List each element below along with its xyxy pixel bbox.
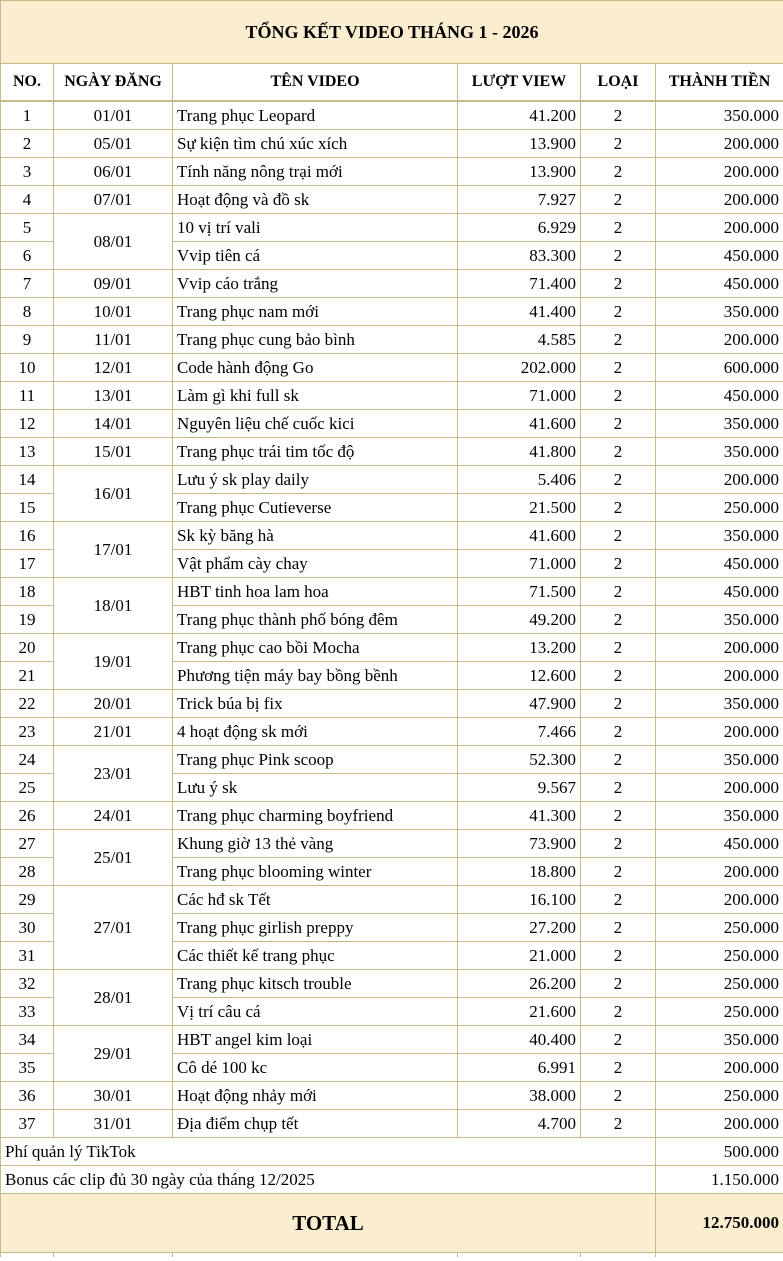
video-name: Vị trí câu cá [173, 998, 458, 1026]
video-name: Code hành động Go [173, 354, 458, 382]
amount: 200.000 [656, 326, 783, 354]
amount: 200.000 [656, 1054, 783, 1082]
video-name: 10 vị trí vali [173, 214, 458, 242]
video-type: 2 [581, 578, 656, 606]
post-date: 14/01 [54, 410, 173, 438]
view-count: 41.800 [458, 438, 581, 466]
video-type: 2 [581, 130, 656, 158]
table-row [1, 970, 783, 998]
amount: 200.000 [656, 662, 783, 690]
video-type: 2 [581, 942, 656, 970]
video-type: 2 [581, 914, 656, 942]
amount: 350.000 [656, 606, 783, 634]
video-name: Trang phục kitsch trouble [173, 970, 458, 998]
amount: 450.000 [656, 242, 783, 270]
view-count: 21.600 [458, 998, 581, 1026]
post-date: 11/01 [54, 326, 173, 354]
empty-cell [656, 1253, 783, 1258]
video-type: 2 [581, 550, 656, 578]
video-name: Lưu ý sk play daily [173, 466, 458, 494]
post-date: 18/01 [54, 578, 173, 634]
fee-label: Bonus các clip đủ 30 ngày của tháng 12/2025 [1, 1166, 656, 1194]
empty-cell [54, 1253, 173, 1258]
view-count: 27.200 [458, 914, 581, 942]
fee-amount: 500.000 [656, 1138, 783, 1166]
amount: 350.000 [656, 410, 783, 438]
amount: 450.000 [656, 830, 783, 858]
row-number: 29 [1, 886, 54, 914]
video-type: 2 [581, 101, 656, 130]
header-amount: THÀNH TIỀN [656, 64, 783, 102]
video-type: 2 [581, 298, 656, 326]
video-name: Trang phục Leopard [173, 101, 458, 130]
table-row [1, 1110, 783, 1138]
table-row [1, 326, 783, 354]
amount: 200.000 [656, 718, 783, 746]
row-number: 32 [1, 970, 54, 998]
post-date: 16/01 [54, 466, 173, 522]
table-row [1, 354, 783, 382]
amount: 350.000 [656, 522, 783, 550]
table-row [1, 130, 783, 158]
amount: 200.000 [656, 634, 783, 662]
view-count: 83.300 [458, 242, 581, 270]
row-number: 17 [1, 550, 54, 578]
row-number: 4 [1, 186, 54, 214]
total-amount: 12.750.000 [656, 1194, 783, 1253]
row-number: 13 [1, 438, 54, 466]
video-type: 2 [581, 662, 656, 690]
video-type: 2 [581, 522, 656, 550]
video-type: 2 [581, 718, 656, 746]
row-number: 30 [1, 914, 54, 942]
video-name: Trang phục cao bồi Mocha [173, 634, 458, 662]
post-date: 27/01 [54, 886, 173, 970]
amount: 250.000 [656, 970, 783, 998]
table-row [1, 186, 783, 214]
view-count: 7.466 [458, 718, 581, 746]
video-type: 2 [581, 774, 656, 802]
empty-cell [458, 1253, 581, 1258]
video-type: 2 [581, 690, 656, 718]
table-row [1, 270, 783, 298]
table-row [1, 298, 783, 326]
video-type: 2 [581, 186, 656, 214]
table-row [1, 101, 783, 130]
view-count: 49.200 [458, 606, 581, 634]
fee-row [1, 1166, 783, 1194]
video-type: 2 [581, 830, 656, 858]
video-type: 2 [581, 886, 656, 914]
table-row [1, 1026, 783, 1054]
view-count: 6.991 [458, 1054, 581, 1082]
fee-label: Phí quản lý TikTok [1, 1138, 656, 1166]
view-count: 21.500 [458, 494, 581, 522]
video-type: 2 [581, 1054, 656, 1082]
video-type: 2 [581, 1082, 656, 1110]
row-number: 15 [1, 494, 54, 522]
table-row [1, 410, 783, 438]
table-row [1, 802, 783, 830]
amount: 200.000 [656, 186, 783, 214]
row-number: 3 [1, 158, 54, 186]
amount: 200.000 [656, 886, 783, 914]
view-count: 71.000 [458, 550, 581, 578]
row-number: 37 [1, 1110, 54, 1138]
row-number: 28 [1, 858, 54, 886]
video-name: HBT tinh hoa lam hoa [173, 578, 458, 606]
view-count: 13.200 [458, 634, 581, 662]
header-video-name: TÊN VIDEO [173, 64, 458, 102]
video-type: 2 [581, 1026, 656, 1054]
video-type: 2 [581, 410, 656, 438]
row-number: 26 [1, 802, 54, 830]
post-date: 20/01 [54, 690, 173, 718]
table-row [1, 214, 783, 242]
post-date: 19/01 [54, 634, 173, 690]
row-number: 11 [1, 382, 54, 410]
video-name: Sk kỳ băng hà [173, 522, 458, 550]
post-date: 13/01 [54, 382, 173, 410]
amount: 450.000 [656, 382, 783, 410]
table-row [1, 438, 783, 466]
view-count: 13.900 [458, 158, 581, 186]
video-name: Vật phẩm cày chay [173, 550, 458, 578]
post-date: 21/01 [54, 718, 173, 746]
empty-cell [173, 1253, 458, 1258]
post-date: 29/01 [54, 1026, 173, 1082]
amount: 200.000 [656, 1110, 783, 1138]
amount: 450.000 [656, 270, 783, 298]
post-date: 12/01 [54, 354, 173, 382]
view-count: 13.900 [458, 130, 581, 158]
post-date: 31/01 [54, 1110, 173, 1138]
table-row [1, 466, 783, 494]
video-name: Vvip cáo trắng [173, 270, 458, 298]
row-number: 2 [1, 130, 54, 158]
view-count: 71.500 [458, 578, 581, 606]
table-row [1, 718, 783, 746]
table-row [1, 578, 783, 606]
amount: 350.000 [656, 802, 783, 830]
video-name: Các hđ sk Tết [173, 886, 458, 914]
view-count: 71.000 [458, 382, 581, 410]
row-number: 23 [1, 718, 54, 746]
view-count: 41.300 [458, 802, 581, 830]
row-number: 21 [1, 662, 54, 690]
view-count: 73.900 [458, 830, 581, 858]
video-type: 2 [581, 858, 656, 886]
post-date: 05/01 [54, 130, 173, 158]
video-name: Khung giờ 13 thẻ vàng [173, 830, 458, 858]
title-row [1, 1, 783, 64]
video-name: Trang phục thành phố bóng đêm [173, 606, 458, 634]
row-number: 25 [1, 774, 54, 802]
post-date: 08/01 [54, 214, 173, 270]
post-date: 24/01 [54, 802, 173, 830]
video-type: 2 [581, 438, 656, 466]
table-row [1, 382, 783, 410]
amount: 200.000 [656, 130, 783, 158]
post-date: 01/01 [54, 101, 173, 130]
video-type: 2 [581, 802, 656, 830]
row-number: 33 [1, 998, 54, 1026]
video-type: 2 [581, 466, 656, 494]
video-name: 4 hoạt động sk mới [173, 718, 458, 746]
amount: 350.000 [656, 746, 783, 774]
row-number: 18 [1, 578, 54, 606]
amount: 250.000 [656, 494, 783, 522]
row-number: 16 [1, 522, 54, 550]
video-name: Trang phục Pink scoop [173, 746, 458, 774]
row-number: 22 [1, 690, 54, 718]
video-type: 2 [581, 158, 656, 186]
video-name: Trang phục nam mới [173, 298, 458, 326]
video-name: Làm gì khi full sk [173, 382, 458, 410]
view-count: 21.000 [458, 942, 581, 970]
view-count: 5.406 [458, 466, 581, 494]
header-type: LOẠI [581, 64, 656, 102]
amount: 200.000 [656, 858, 783, 886]
video-name: Sự kiện tìm chú xúc xích [173, 130, 458, 158]
post-date: 28/01 [54, 970, 173, 1026]
row-number: 5 [1, 214, 54, 242]
view-count: 202.000 [458, 354, 581, 382]
table-row [1, 1082, 783, 1110]
table-row [1, 886, 783, 914]
table-row [1, 746, 783, 774]
video-name: Địa điểm chụp tết [173, 1110, 458, 1138]
video-type: 2 [581, 354, 656, 382]
amount: 350.000 [656, 438, 783, 466]
view-count: 52.300 [458, 746, 581, 774]
video-name: Cô dé 100 kc [173, 1054, 458, 1082]
video-name: Tính năng nông trại mới [173, 158, 458, 186]
video-name: Hoạt động nhảy mới [173, 1082, 458, 1110]
view-count: 41.600 [458, 522, 581, 550]
amount: 200.000 [656, 214, 783, 242]
amount: 250.000 [656, 942, 783, 970]
view-count: 16.100 [458, 886, 581, 914]
view-count: 41.200 [458, 101, 581, 130]
post-date: 17/01 [54, 522, 173, 578]
fee-row [1, 1138, 783, 1166]
post-date: 06/01 [54, 158, 173, 186]
row-number: 10 [1, 354, 54, 382]
view-count: 38.000 [458, 1082, 581, 1110]
table-bottom-edge [1, 1253, 783, 1258]
video-type: 2 [581, 242, 656, 270]
amount: 350.000 [656, 1026, 783, 1054]
amount: 350.000 [656, 298, 783, 326]
view-count: 41.600 [458, 410, 581, 438]
video-name: Trang phục charming boyfriend [173, 802, 458, 830]
view-count: 12.600 [458, 662, 581, 690]
table-row [1, 158, 783, 186]
total-row [1, 1194, 783, 1253]
view-count: 71.400 [458, 270, 581, 298]
video-type: 2 [581, 998, 656, 1026]
post-date: 25/01 [54, 830, 173, 886]
row-number: 19 [1, 606, 54, 634]
total-label: TOTAL [1, 1194, 656, 1253]
header-row [1, 64, 783, 102]
post-date: 10/01 [54, 298, 173, 326]
view-count: 18.800 [458, 858, 581, 886]
row-number: 31 [1, 942, 54, 970]
header-date: NGÀY ĐĂNG [54, 64, 173, 102]
page-title: TỔNG KẾT VIDEO THÁNG 1 - 2026 [1, 1, 783, 64]
header-views: LƯỢT VIEW [458, 64, 581, 102]
table-row [1, 522, 783, 550]
table-row [1, 690, 783, 718]
amount: 450.000 [656, 550, 783, 578]
empty-cell [1, 1253, 54, 1258]
amount: 250.000 [656, 914, 783, 942]
row-number: 35 [1, 1054, 54, 1082]
video-type: 2 [581, 634, 656, 662]
row-number: 14 [1, 466, 54, 494]
video-name: Trang phục girlish preppy [173, 914, 458, 942]
video-name: Trang phục Cutieverse [173, 494, 458, 522]
row-number: 6 [1, 242, 54, 270]
row-number: 7 [1, 270, 54, 298]
video-name: Lưu ý sk [173, 774, 458, 802]
amount: 600.000 [656, 354, 783, 382]
amount: 350.000 [656, 690, 783, 718]
view-count: 4.700 [458, 1110, 581, 1138]
video-name: Phương tiện máy bay bồng bềnh [173, 662, 458, 690]
fee-amount: 1.150.000 [656, 1166, 783, 1194]
amount: 200.000 [656, 466, 783, 494]
video-name: Trang phục blooming winter [173, 858, 458, 886]
row-number: 36 [1, 1082, 54, 1110]
video-name: Nguyên liệu chế cuốc kici [173, 410, 458, 438]
amount: 450.000 [656, 578, 783, 606]
view-count: 26.200 [458, 970, 581, 998]
video-name: Trang phục cung bảo bình [173, 326, 458, 354]
amount: 350.000 [656, 101, 783, 130]
view-count: 47.900 [458, 690, 581, 718]
view-count: 6.929 [458, 214, 581, 242]
amount: 250.000 [656, 1082, 783, 1110]
video-type: 2 [581, 606, 656, 634]
video-type: 2 [581, 214, 656, 242]
view-count: 40.400 [458, 1026, 581, 1054]
amount: 200.000 [656, 158, 783, 186]
video-type: 2 [581, 326, 656, 354]
video-name: Các thiết kế trang phục [173, 942, 458, 970]
post-date: 23/01 [54, 746, 173, 802]
video-type: 2 [581, 270, 656, 298]
view-count: 9.567 [458, 774, 581, 802]
video-type: 2 [581, 1110, 656, 1138]
post-date: 15/01 [54, 438, 173, 466]
row-number: 12 [1, 410, 54, 438]
row-number: 34 [1, 1026, 54, 1054]
video-name: Vvip tiên cá [173, 242, 458, 270]
post-date: 07/01 [54, 186, 173, 214]
video-type: 2 [581, 970, 656, 998]
video-name: Trick búa bị fix [173, 690, 458, 718]
row-number: 8 [1, 298, 54, 326]
view-count: 7.927 [458, 186, 581, 214]
amount: 200.000 [656, 774, 783, 802]
video-name: HBT angel kim loại [173, 1026, 458, 1054]
row-number: 20 [1, 634, 54, 662]
row-number: 9 [1, 326, 54, 354]
video-name: Trang phục trái tim tốc độ [173, 438, 458, 466]
row-number: 27 [1, 830, 54, 858]
video-name: Hoạt động và đồ sk [173, 186, 458, 214]
table-row [1, 634, 783, 662]
table-row [1, 830, 783, 858]
video-type: 2 [581, 382, 656, 410]
header-no: NO. [1, 64, 54, 102]
video-type: 2 [581, 494, 656, 522]
amount: 250.000 [656, 998, 783, 1026]
video-type: 2 [581, 746, 656, 774]
post-date: 09/01 [54, 270, 173, 298]
row-number: 1 [1, 101, 54, 130]
view-count: 41.400 [458, 298, 581, 326]
empty-cell [581, 1253, 656, 1258]
row-number: 24 [1, 746, 54, 774]
view-count: 4.585 [458, 326, 581, 354]
post-date: 30/01 [54, 1082, 173, 1110]
